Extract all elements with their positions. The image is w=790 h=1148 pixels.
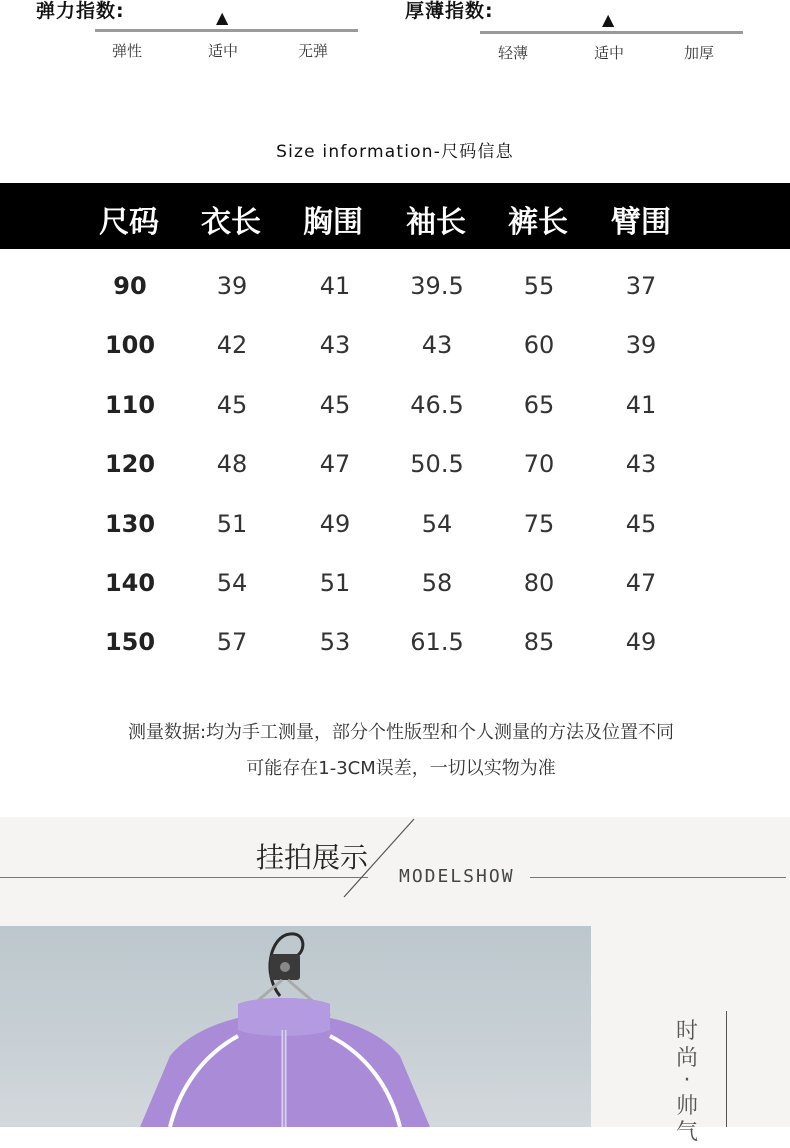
side-char-2: 尚 [675,1046,698,1071]
table-cell: 45 [625,510,657,538]
side-vertical-line [726,1011,727,1127]
elasticity-title: 弹力指数: [36,0,125,22]
hanging-jacket-image [0,926,591,1127]
table-cell: 55 [523,272,555,300]
elasticity-label-mid: 适中 [208,42,239,60]
table-cell: 39 [625,331,657,359]
table-cell: 42 [216,331,248,359]
table-cell: 100 [104,331,156,359]
table-cell: 54 [421,510,453,538]
model-show-right-line [530,877,786,878]
table-cell: 90 [113,272,147,300]
elasticity-scale-line [95,29,358,32]
table-cell: 46.5 [410,391,464,419]
header-length: 衣长 [201,205,261,240]
size-info-title: Size information-尺码信息 [276,142,514,162]
measurement-note-line2: 可能存在1-3CM误差，一切以实物为准 [246,758,556,779]
table-cell: 41 [625,391,657,419]
table-cell: 49 [319,510,351,538]
elasticity-label-high: 无弹 [298,42,329,60]
table-cell: 45 [216,391,248,419]
table-cell: 140 [104,569,156,597]
elasticity-marker-icon: ▲ [216,8,229,27]
table-cell: 60 [523,331,555,359]
table-cell: 43 [319,331,351,359]
table-cell: 47 [625,569,657,597]
table-cell: 75 [523,510,555,538]
product-photo [0,926,591,1127]
table-cell: 58 [421,569,453,597]
model-show-title-en: MODELSHOW [399,866,515,887]
table-cell: 50.5 [410,450,464,478]
table-cell: 70 [523,450,555,478]
table-cell: 53 [319,628,351,656]
thickness-label-low: 轻薄 [498,44,529,62]
table-cell: 49 [625,628,657,656]
table-cell: 37 [625,272,657,300]
model-show-left-line [0,877,368,878]
side-char-3: · [683,1068,691,1093]
thickness-scale-line [480,31,743,34]
table-cell: 80 [523,569,555,597]
side-char-1: 时 [675,1019,698,1044]
table-cell: 150 [104,628,156,656]
table-cell: 54 [216,569,248,597]
table-cell: 41 [319,272,351,300]
thickness-label-high: 加厚 [684,44,715,62]
table-cell: 130 [104,510,156,538]
model-show-title-cn: 挂拍展示 [256,841,369,874]
table-cell: 43 [625,450,657,478]
thickness-title: 厚薄指数: [405,0,494,22]
table-cell: 85 [523,628,555,656]
elasticity-label-low: 弹性 [112,42,143,60]
table-cell: 47 [319,450,351,478]
header-pants-length: 裤长 [508,205,568,240]
measurement-note-line1: 测量数据:均为手工测量，部分个性版型和个人测量的方法及位置不同 [127,722,675,743]
header-chest: 胸围 [303,205,363,240]
header-sleeve: 袖长 [406,205,466,240]
thickness-label-mid: 适中 [594,44,625,62]
table-cell: 57 [216,628,248,656]
table-cell: 39.5 [410,272,464,300]
table-cell: 61.5 [410,628,464,656]
table-cell: 45 [319,391,351,419]
side-char-5: 气 [675,1120,698,1145]
header-size: 尺码 [99,205,159,240]
table-cell: 48 [216,450,248,478]
table-cell: 120 [104,450,156,478]
table-cell: 51 [216,510,248,538]
table-cell: 43 [421,331,453,359]
side-char-4: 帅 [675,1094,698,1119]
table-cell: 39 [216,272,248,300]
table-cell: 65 [523,391,555,419]
thickness-marker-icon: ▲ [602,10,615,29]
table-cell: 110 [104,391,156,419]
table-cell: 51 [319,569,351,597]
header-arm: 臂围 [611,205,671,240]
